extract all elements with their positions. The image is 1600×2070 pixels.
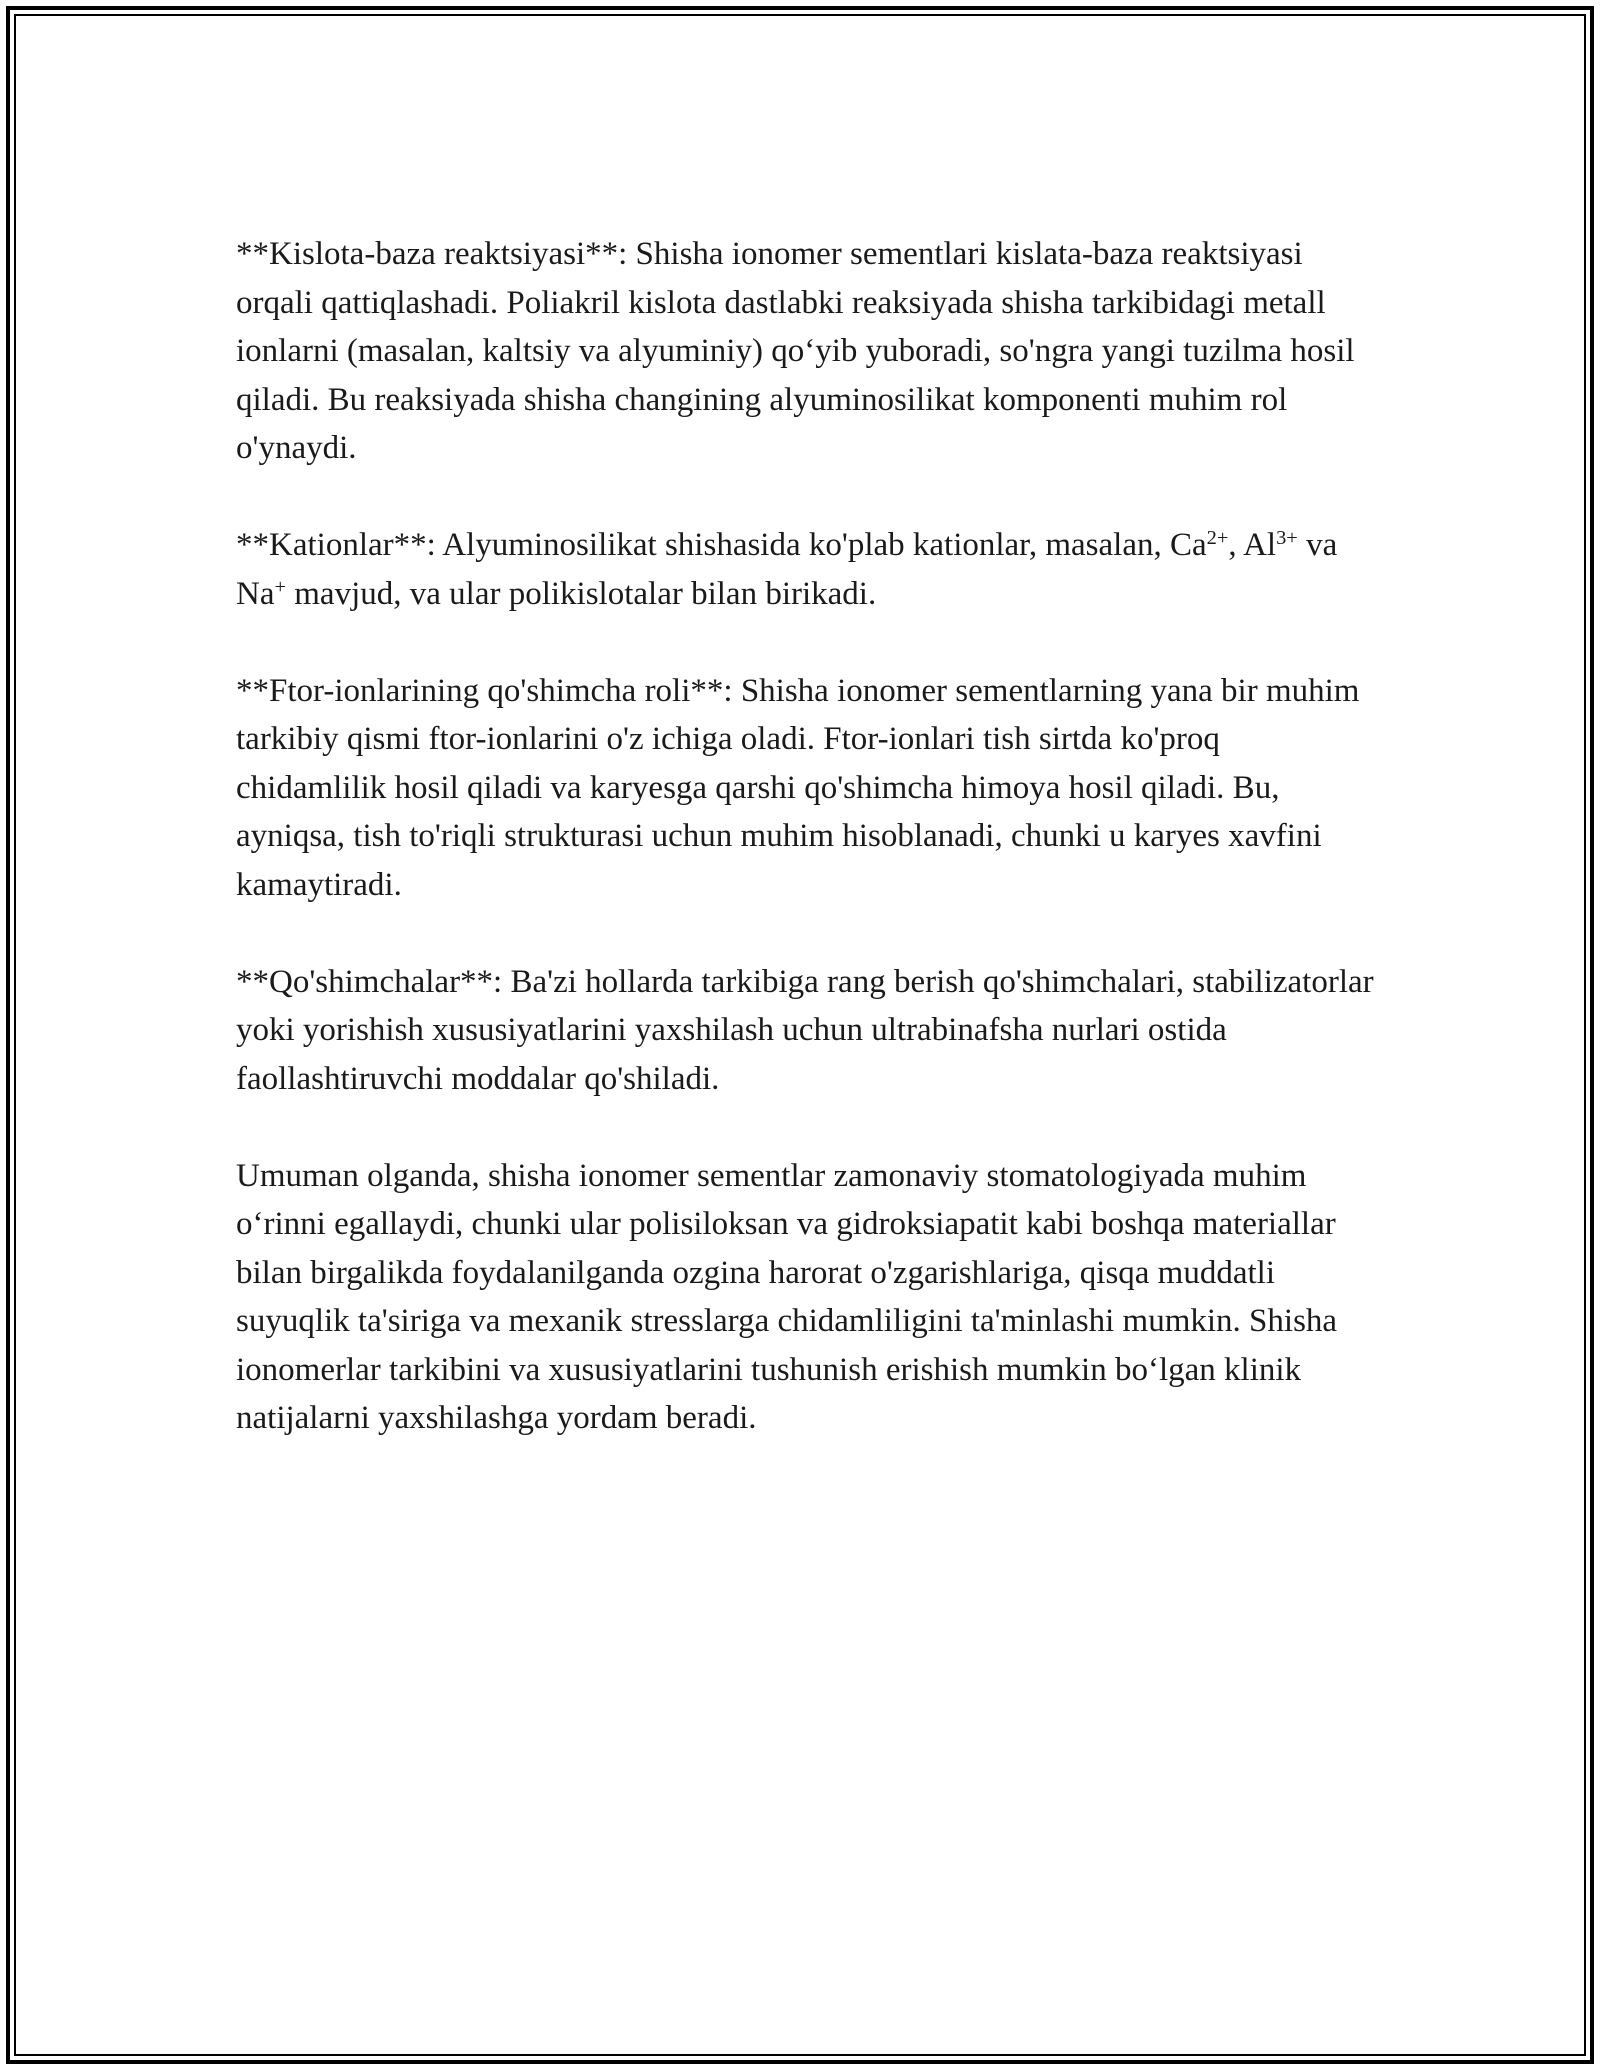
aluminium-charge: 3+ bbox=[1276, 526, 1298, 549]
sodium-charge: + bbox=[274, 575, 287, 598]
cations-text-outro: mavjud, va ular polikislotalar bilan birikadi. bbox=[286, 575, 877, 612]
cations-text-sep1: , Al bbox=[1228, 527, 1277, 563]
paragraph-additives: **Qo'shimchalar**: Ba'zi hollarda tarkibiga rang berish qo'shimchalari, stabilizatorlar yoki yorishish xususiyatlarini yaxshilash uchun ultrabinafsha nurlari ostida faollashtiruvchi moddalar qo'shiladi. bbox=[236, 963, 1374, 1097]
cations-text-intro: **Kationlar**: Alyuminosilikat shishasida ko'plab kationlar, masalan, Ca bbox=[236, 527, 1207, 563]
document-body bbox=[236, 230, 1376, 1443]
cations-text-sep2: va Na bbox=[236, 527, 1338, 612]
paragraph-acid-base-reaction: **Kislota-baza reaktsiyasi**: Shisha ionomer sementlari kislata-baza reaktsiyasi orqali qattiqlashadi. Poliakril kislota dastlabki reaksiyada shisha tarkibidagi metall ionlarni (masalan, kaltsiy va alyuminiy) qo‘yib yuboradi, so'ngra yangi tuzilma hosil qiladi. Bu reaksiyada shisha changining alyuminosilikat komponenti muhim rol o'ynaydi. bbox=[236, 236, 1355, 466]
calcium-charge: 2+ bbox=[1206, 526, 1229, 549]
paragraph-conclusion: Umuman olganda, shisha ionomer sementlar zamonaviy stomatologiyada muhim o‘rinni egallaydi, chunki ular polisiloksan va gidroksiapatit kabi boshqa materiallar bilan birgalikda foydalanilganda ozgina harorat o'zgarishlariga, qisqa muddatli suyuqlik ta'siriga va mexanik stresslarga chidamliligini ta'minlashi mumkin. Shisha ionomerlar tarkibini va xususiyatlarini tushunish erishish mumkin bo‘lgan klinik natijalarni yaxshilashga yordam beradi. bbox=[236, 1157, 1338, 1436]
paragraph-cations bbox=[236, 521, 1376, 618]
paragraph-fluoride-role: **Ftor-ionlarining qo'shimcha roli**: Shisha ionomer sementlarning yana bir muhim tarkibiy qismi ftor-ionlarini o'z ichiga oladi. Ftor-ionlari tish sirtda ko'proq chidamlilik hosil qiladi va karyesga qarshi qo'shimcha himoya hosil qiladi. Bu, ayniqsa, tish to'riqli strukturasi uchun muhim hisoblanadi, chunki u karyes xavfini kamaytiradi. bbox=[236, 672, 1360, 903]
